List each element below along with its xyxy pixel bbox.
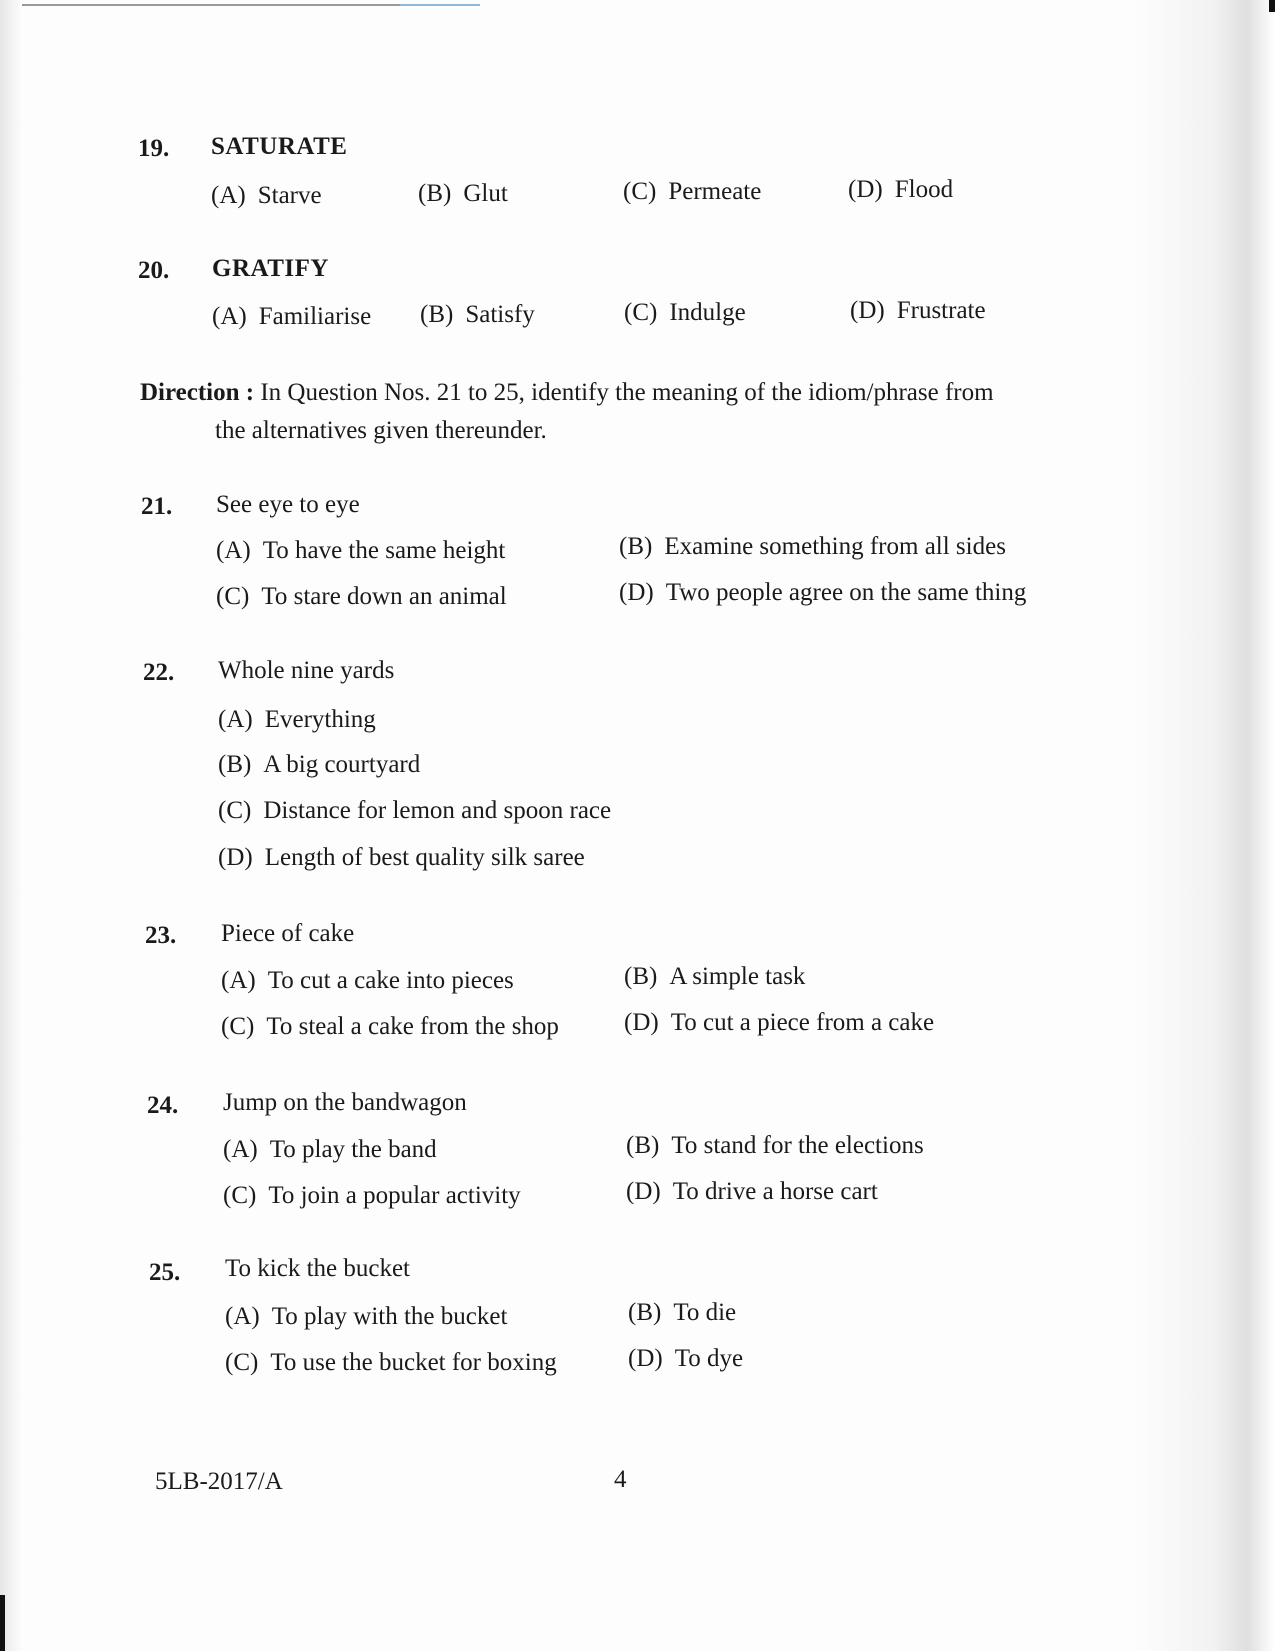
direction-text — [140, 374, 1090, 450]
question-stem: Piece of cake — [221, 920, 355, 947]
option-label: (A) — [223, 1136, 258, 1163]
question-number: 20. — [138, 257, 170, 284]
option-b — [420, 300, 535, 330]
top-rule-accent — [400, 4, 480, 6]
option-text: To play the band — [269, 1136, 437, 1163]
option-label: (C) — [223, 1182, 257, 1209]
direction-label: Direction : — [140, 379, 255, 406]
option-text: Satisfy — [465, 301, 535, 328]
option-text: Familiarise — [258, 303, 372, 330]
question-stem: Whole nine yards — [218, 657, 395, 684]
option-text: Distance for lemon and spoon race — [263, 797, 612, 824]
option-label: (B) — [420, 301, 454, 328]
option-c — [624, 298, 746, 328]
option-label: (A) — [221, 967, 256, 994]
option-text: Starve — [257, 182, 322, 209]
option-text: To join a popular activity — [268, 1182, 521, 1209]
question-word: SATURATE — [211, 133, 348, 160]
option-b — [628, 1298, 736, 1328]
option-label: (C) — [221, 1013, 255, 1040]
option-label: (C) — [623, 178, 657, 205]
option-c — [216, 582, 507, 612]
direction-line-2: the alternatives given thereunder. — [215, 417, 547, 444]
option-text: To cut a cake into pieces — [267, 967, 514, 994]
option-a — [225, 1302, 507, 1332]
option-c — [225, 1348, 557, 1378]
option-a — [221, 966, 514, 996]
question-number: 22. — [143, 659, 175, 686]
corner-mark — [1269, 0, 1275, 12]
question-number: 21. — [141, 493, 173, 520]
scan-shadow-right — [1135, 0, 1275, 1651]
option-label: (C) — [624, 299, 658, 326]
option-c — [223, 1181, 521, 1211]
option-text: Glut — [463, 180, 508, 207]
option-text: To drive a horse cart — [672, 1178, 878, 1205]
option-c — [221, 1012, 559, 1042]
option-b — [418, 179, 508, 209]
question-number: 24. — [147, 1092, 179, 1119]
option-d — [619, 578, 1026, 608]
option-text: To cut a piece from a cake — [670, 1009, 935, 1036]
option-label: (B) — [624, 963, 658, 990]
booklet-code: 5LB-2017/A — [155, 1468, 283, 1495]
option-text: To stare down an animal — [261, 583, 507, 610]
option-d — [628, 1344, 743, 1374]
question-stem: To kick the bucket — [225, 1255, 410, 1282]
option-text: A big courtyard — [263, 751, 421, 778]
option-label: (D) — [619, 579, 654, 606]
option-text: Two people agree on the same thing — [665, 579, 1027, 606]
option-text: Length of best quality silk saree — [264, 844, 585, 871]
option-d — [624, 1008, 934, 1038]
option-a — [212, 302, 371, 332]
option-label: (B) — [628, 1299, 662, 1326]
option-text: Permeate — [668, 178, 762, 205]
option-label: (A) — [212, 303, 247, 330]
option-text: Indulge — [669, 299, 746, 326]
option-b — [218, 750, 420, 780]
option-label: (D) — [624, 1009, 659, 1036]
option-label: (B) — [626, 1132, 660, 1159]
option-label: (D) — [626, 1178, 661, 1205]
option-label: (A) — [211, 182, 246, 209]
option-label: (A) — [225, 1303, 260, 1330]
option-text: To die — [673, 1299, 737, 1326]
option-a — [223, 1135, 437, 1165]
option-label: (B) — [218, 751, 252, 778]
top-rule — [22, 4, 462, 6]
option-text: To have the same height — [262, 537, 506, 564]
question-stem: See eye to eye — [216, 491, 360, 518]
option-label: (C) — [218, 797, 252, 824]
option-a — [216, 536, 505, 566]
scan-shadow-left — [0, 0, 22, 1651]
option-text: To dye — [674, 1345, 744, 1372]
direction-line-1: In Question Nos. 21 to 25, identify the meaning of the idiom/phrase from — [260, 379, 994, 406]
option-label: (B) — [619, 533, 653, 560]
option-label: (D) — [850, 297, 885, 324]
option-label: (C) — [225, 1349, 259, 1376]
option-label: (D) — [628, 1345, 663, 1372]
binder-mark — [0, 1595, 5, 1651]
question-number: 25. — [149, 1259, 181, 1286]
option-text: To steal a cake from the shop — [266, 1013, 559, 1040]
option-text: Frustrate — [896, 297, 986, 324]
option-text: To stand for the elections — [671, 1132, 924, 1159]
option-d — [626, 1177, 878, 1207]
option-text: Everything — [264, 706, 376, 733]
option-text: Flood — [894, 176, 954, 203]
option-c — [623, 177, 761, 207]
option-text: Examine something from all sides — [664, 533, 1006, 560]
page-number: 4 — [614, 1466, 627, 1493]
option-a — [211, 181, 322, 211]
question-word: GRATIFY — [212, 255, 329, 282]
option-label: (A) — [216, 537, 251, 564]
option-c — [218, 796, 611, 826]
question-stem: Jump on the bandwagon — [223, 1089, 467, 1116]
option-text: To use the bucket for boxing — [270, 1349, 557, 1376]
option-label: (D) — [848, 176, 883, 203]
option-b — [626, 1131, 924, 1161]
option-d — [850, 296, 986, 326]
option-d — [218, 843, 585, 873]
option-label: (D) — [218, 844, 253, 871]
option-b — [619, 532, 1006, 562]
question-number: 19. — [138, 135, 170, 162]
option-a — [218, 705, 376, 735]
option-text: To play with the bucket — [271, 1303, 508, 1330]
question-number: 23. — [145, 922, 177, 949]
option-label: (A) — [218, 706, 253, 733]
option-d — [848, 175, 953, 205]
option-label: (B) — [418, 180, 452, 207]
option-text: A simple task — [669, 963, 806, 990]
option-b — [624, 962, 805, 992]
option-label: (C) — [216, 583, 250, 610]
